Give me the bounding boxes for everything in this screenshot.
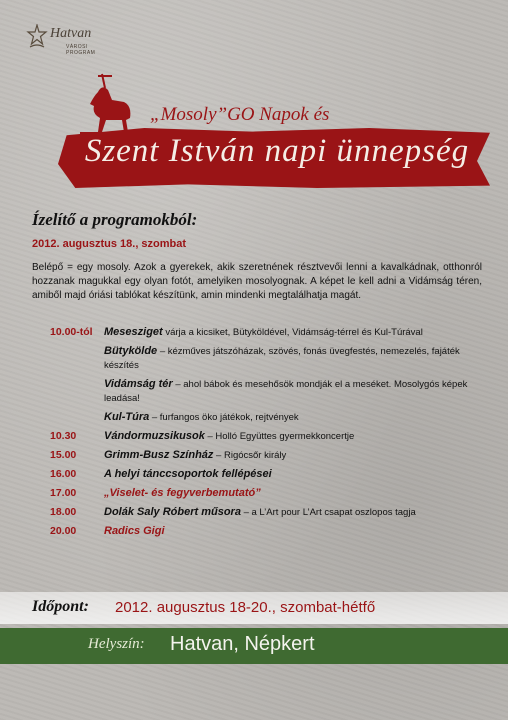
program-desc: várja a kicsiket, Bütyköldével, Vidámság-térrel és Kul-Túrával bbox=[165, 327, 423, 338]
program-date: 2012. augusztus 18., szombat bbox=[32, 238, 187, 250]
location-label: Helyszín: bbox=[88, 636, 145, 652]
program-time: 20.00 bbox=[50, 525, 77, 537]
program-row bbox=[50, 325, 490, 340]
program-name: A helyi tánccsoportok fellépései bbox=[104, 468, 272, 480]
time-label: Időpont: bbox=[32, 598, 89, 615]
program-name: Dolák Saly Róbert műsora bbox=[104, 506, 241, 518]
crown-star-icon bbox=[26, 24, 48, 50]
time-value: 2012. augusztus 18-20., szombat-hétfő bbox=[115, 599, 376, 616]
program-row bbox=[50, 486, 490, 501]
program-name: Mesesziget bbox=[104, 326, 163, 338]
program-desc: – furfangos öko játékok, rejtvények bbox=[149, 412, 299, 423]
program-time: 17.00 bbox=[50, 487, 77, 499]
program-time: 18.00 bbox=[50, 506, 77, 518]
program-desc: – a L’Art pour L’Art csapat oszlopos tagja bbox=[240, 507, 416, 518]
logo-subtitle: VÁROSI PROGRAM bbox=[66, 44, 96, 56]
section-heading: Ízelítő a programokból: bbox=[32, 210, 198, 229]
program-time: 15.00 bbox=[50, 449, 77, 461]
program-row bbox=[50, 505, 490, 520]
logo-title: Hatvan bbox=[50, 26, 92, 41]
program-desc: – Holló Együttes gyermekkoncertje bbox=[204, 431, 355, 442]
program-name: Kul-Túra bbox=[104, 411, 150, 423]
program-row bbox=[50, 410, 490, 425]
program-row bbox=[50, 524, 490, 539]
program-name: „Viselet- és fegyverbemutató” bbox=[104, 487, 261, 499]
event-title: Szent István napi ünnepség bbox=[84, 133, 470, 169]
program-row bbox=[50, 467, 490, 482]
program-desc: – kézműves játszóházak, szövés, fonás üvegfestés, nemezelés, fajáték készítés bbox=[104, 346, 460, 371]
program-time: 10.00-tól bbox=[50, 326, 93, 338]
program-desc: – Rigócsőr király bbox=[213, 450, 287, 461]
program-row bbox=[50, 344, 490, 373]
program-row bbox=[50, 377, 490, 406]
location-value: Hatvan, Népkert bbox=[170, 633, 315, 655]
program-list bbox=[50, 325, 490, 543]
intro-text: Belépő = egy mosoly. Azok a gyerekek, akik szeretnének résztvevői lenni a kavalkádnak, otthonról hozzanak magukkal egy olyan fotót, amelyiken mosolyognak. A képet le kell adni a Vidámság téren, amiből majd óriási tablókat készítünk, amin mindenki megtalálhatja magát. bbox=[32, 262, 482, 301]
program-time: 16.00 bbox=[50, 468, 77, 480]
event-subtitle: „Mosoly”GO Napok és bbox=[150, 104, 330, 125]
program-desc: – ahol bábok és mesehősök mondják el a meséket. Mosolygós képek leadása! bbox=[104, 379, 468, 404]
program-name: Vándormuzsikusok bbox=[104, 430, 205, 442]
program-time: 10.30 bbox=[50, 430, 77, 442]
program-row bbox=[50, 448, 490, 463]
program-name: Vidámság tér bbox=[104, 378, 173, 390]
program-name: Radics Gigi bbox=[104, 525, 165, 537]
program-row bbox=[50, 429, 490, 444]
hatvan-logo bbox=[26, 22, 116, 56]
program-name: Bütykölde bbox=[104, 345, 158, 357]
program-name: Grimm-Busz Színház bbox=[104, 449, 214, 461]
